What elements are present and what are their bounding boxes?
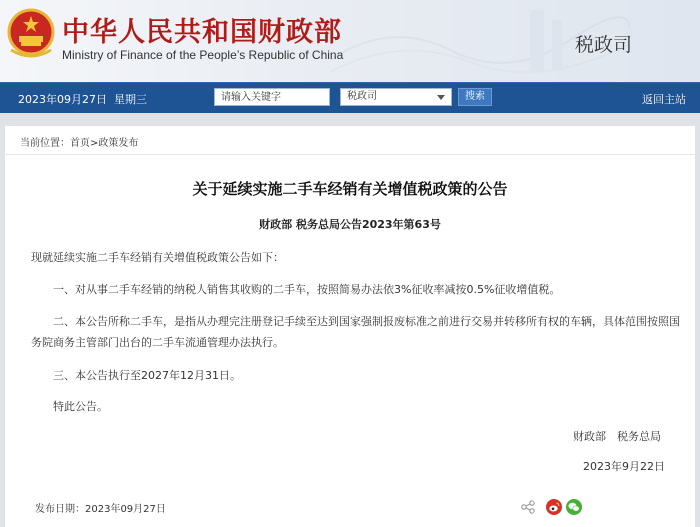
- current-date: [18, 91, 147, 107]
- weekday-text: 星期三: [114, 93, 147, 106]
- publish-date: [35, 500, 166, 515]
- site-header: [0, 0, 700, 82]
- share-link-icon[interactable]: [520, 499, 536, 515]
- chevron-down-icon: [437, 95, 445, 100]
- site-title-english: Ministry of Finance of the People’s Republic of China: [62, 48, 344, 62]
- site-title: 中华人民共和国财政部: [62, 17, 342, 48]
- signature-date: 2023年9月22日: [583, 460, 665, 473]
- wechat-icon[interactable]: [566, 499, 582, 515]
- signature: 财政部 税务总局: [573, 430, 661, 443]
- national-emblem-icon: [6, 6, 56, 60]
- department-select-value: 税政司: [347, 91, 377, 102]
- document-number: 财政部 税务总局公告2023年第63号: [259, 218, 441, 231]
- department-select[interactable]: [340, 88, 452, 106]
- weibo-icon[interactable]: [546, 499, 562, 515]
- article-paragraph: 一、对从事二手车经销的纳税人销售其收购的二手车，按照简易办法依3%征收率减按0.5%征收增值税。: [53, 283, 561, 296]
- article-paragraph: 特此公告。: [53, 400, 108, 413]
- article-paragraph: 三、本公告执行至2027年12月31日。: [53, 369, 241, 382]
- article-panel: [5, 126, 695, 527]
- department-name: 税政司: [574, 34, 632, 56]
- top-navbar: [0, 82, 700, 113]
- article-footer: [5, 493, 695, 526]
- search-button[interactable]: 搜索: [458, 88, 492, 106]
- breadcrumb-current-link[interactable]: 政策发布: [98, 138, 139, 149]
- breadcrumb-separator: >: [90, 138, 99, 149]
- publish-date-value: 2023年09月27日: [85, 504, 166, 515]
- search-input[interactable]: 请输入关键字: [214, 88, 330, 106]
- publish-date-label: 发布日期：: [35, 504, 85, 515]
- article-title: 关于延续实施二手车经销有关增值税政策的公告: [192, 180, 508, 198]
- article-paragraph: 二、本公告所称二手车，是指从办理完注册登记手续至达到国家强制报废标准之前进行交易并转移所有权的车辆，具体范围按照国务院商务主管部门出台的二手车流通管理办法执行。: [31, 315, 680, 349]
- breadcrumb: [20, 134, 138, 149]
- article-paragraph: 现就延续实施二手车经销有关增值税政策公告如下：: [31, 251, 284, 264]
- date-text: 2023年09月27日: [18, 93, 107, 106]
- return-home-link[interactable]: 返回主站: [642, 93, 686, 106]
- breadcrumb-home-link[interactable]: 首页: [70, 138, 90, 149]
- breadcrumb-prefix: 当前位置：: [20, 138, 70, 149]
- breadcrumb-divider: [5, 154, 695, 155]
